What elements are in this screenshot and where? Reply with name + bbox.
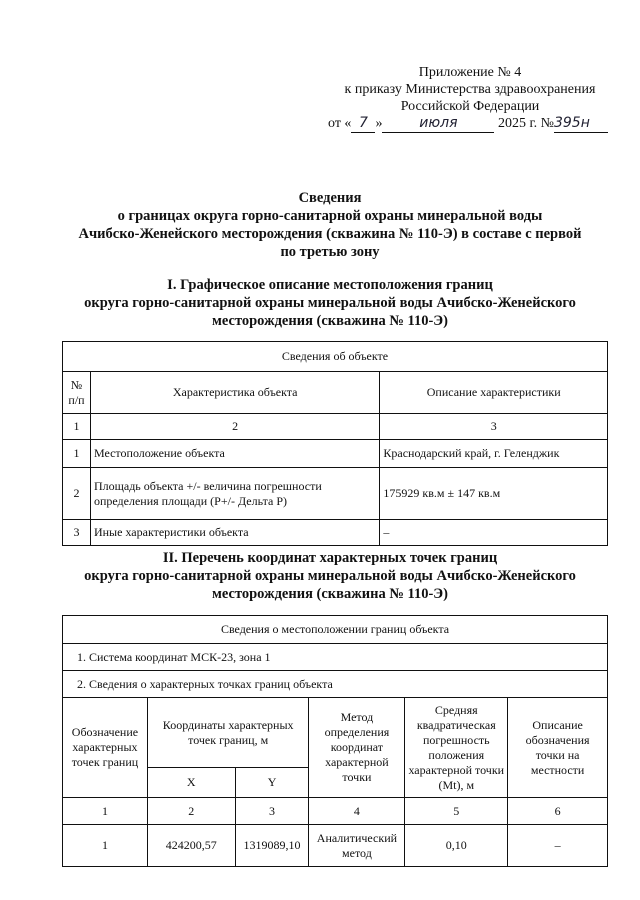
table-cell: – xyxy=(508,825,608,867)
section-1-line-2: округа горно-санитарной охраны минеральной воды Ачибско-Женейского xyxy=(84,295,576,311)
column-number: 3 xyxy=(235,798,309,825)
table-cell: Аналитический метод xyxy=(309,825,405,867)
table-header: Обозначение характерных точек границ xyxy=(63,698,148,798)
table-1-caption: Сведения об объекте xyxy=(63,342,608,372)
table-cell: 2 xyxy=(63,468,91,520)
table-2-caption: Сведения о местоположении границ объекта xyxy=(63,616,608,644)
date-mid: » xyxy=(375,116,383,131)
table-cell: Краснодарский край, г. Геленджик xyxy=(380,440,608,468)
column-number: 6 xyxy=(508,798,608,825)
table-cell: Иные характеристики объекта xyxy=(90,520,379,546)
title-line-3: Ачибско-Женейского месторождения (скважина № 110-Э) в составе с первой xyxy=(78,226,582,242)
table-cell: 3 xyxy=(63,520,91,546)
table-cell: 0,10 xyxy=(405,825,508,867)
section-2-line-1: II. Перечень координат характерных точек границ xyxy=(162,550,498,566)
table-header: Описание обозначения точки на местности xyxy=(508,698,608,798)
title-line-4: по третью зону xyxy=(280,244,380,260)
boundary-points-table xyxy=(62,615,608,867)
table-cell: 424200,57 xyxy=(147,825,235,867)
column-number: 5 xyxy=(405,798,508,825)
table-header: Характеристика объекта xyxy=(90,372,379,414)
table-cell: Площадь объекта +/- величина погрешности определения площади (P+/- Дельта P) xyxy=(90,468,379,520)
table-cell: Местоположение объекта xyxy=(90,440,379,468)
document-title xyxy=(40,189,620,261)
column-number: 1 xyxy=(63,798,148,825)
year-text: 2025 г. № xyxy=(497,116,554,131)
table-cell: 1 xyxy=(63,825,148,867)
handwritten-month: июля xyxy=(382,115,494,133)
column-number: 1 xyxy=(63,414,91,440)
column-number: 3 xyxy=(380,414,608,440)
table-row xyxy=(63,468,608,520)
table-row xyxy=(63,825,608,867)
table-cell: 1319089,10 xyxy=(235,825,309,867)
object-info-table xyxy=(62,341,608,546)
section-1-heading xyxy=(40,276,620,330)
coordinate-system: 1. Система координат МСК-23, зона 1 xyxy=(63,644,608,671)
column-number: 2 xyxy=(147,798,235,825)
table-header: Метод определения координат характерной точки xyxy=(309,698,405,798)
section-1-line-3: месторождения (скважина № 110-Э) xyxy=(212,313,448,329)
handwritten-day: 7 xyxy=(351,115,375,133)
table-row xyxy=(63,520,608,546)
appendix-block xyxy=(320,64,620,133)
column-number: 2 xyxy=(90,414,379,440)
table-header: X xyxy=(147,768,235,798)
table-cell: 1 xyxy=(63,440,91,468)
handwritten-number: 395н xyxy=(554,115,608,133)
appendix-ministry-line: Российской Федерации xyxy=(400,99,540,114)
table-header: Y xyxy=(235,768,309,798)
appendix-order-line: к приказу Министерства здравоохранения xyxy=(344,82,596,97)
table-header: Координаты характерных точек границ, м xyxy=(147,698,309,768)
section-1-line-1: I. Графическое описание местоположения границ xyxy=(167,277,493,293)
appendix-title: Приложение № 4 xyxy=(418,65,522,80)
table-header: Средняя квадратическая погрешность положения характерной точки (Mt), м xyxy=(405,698,508,798)
table-cell: 175929 кв.м ± 147 кв.м xyxy=(380,468,608,520)
table-header: Описание характеристики xyxy=(380,372,608,414)
table-row xyxy=(63,440,608,468)
appendix-date-line xyxy=(320,115,620,133)
section-2-heading xyxy=(40,549,620,603)
table-cell: – xyxy=(380,520,608,546)
section-2-line-3: месторождения (скважина № 110-Э) xyxy=(212,586,448,602)
column-number: 4 xyxy=(309,798,405,825)
date-prefix: от « xyxy=(328,116,352,131)
table-header: № п/п xyxy=(63,372,91,414)
title-line-2: о границах округа горно-санитарной охраны минеральной воды xyxy=(117,208,543,224)
section-2-line-2: округа горно-санитарной охраны минеральной воды Ачибско-Женейского xyxy=(84,568,576,584)
points-caption: 2. Сведения о характерных точках границ объекта xyxy=(63,671,608,698)
title-line-1: Сведения xyxy=(298,190,362,206)
